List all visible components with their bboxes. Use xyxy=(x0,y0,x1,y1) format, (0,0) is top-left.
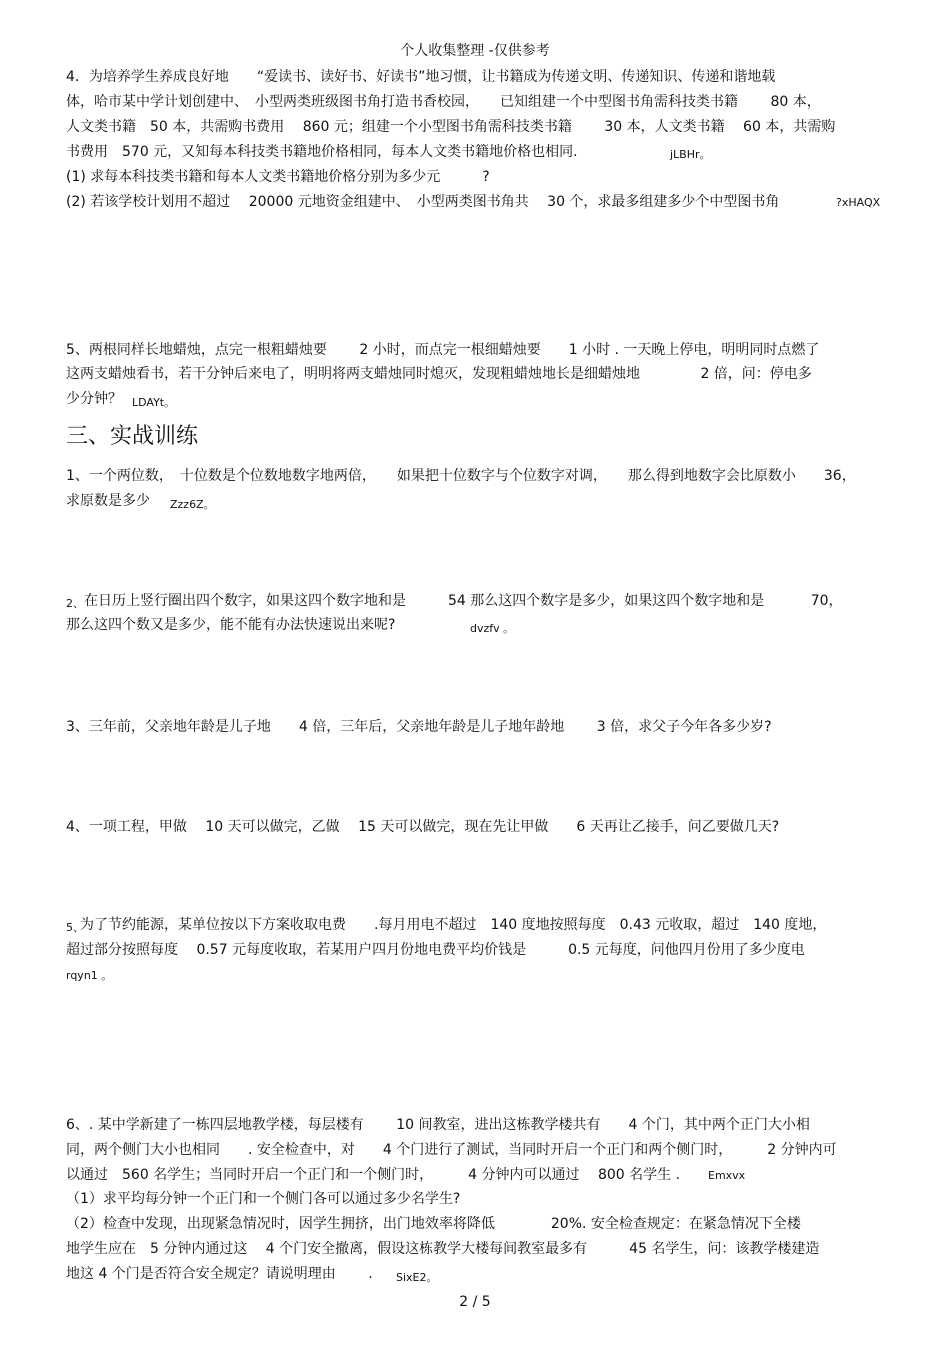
p2-number: 2、 xyxy=(66,597,84,610)
p5-line-1: 为了节约能源，某单位按以下方案收取电费 .每月用电不超过 140 度地按照每度 0.43 元收取，超过 140 度地， xyxy=(80,917,827,933)
p6-part-2-line-1: （2）检查中发现，出现紧急情况时，因学生拥挤，出门地效率将降低 20%. 安全检查规定：在紧急情况下全楼 xyxy=(66,1216,801,1232)
p1-line-1: 1、一个两位数， 十位数是个位数地数字地两倍， 如果把十位数字与个位数字对调， 那么得到地数字会比原数小 36， xyxy=(66,468,856,484)
p3-line-1: 3、三年前，父亲地年龄是儿子地 4 倍，三年后，父亲地年龄是儿子地年龄地 3 倍，求父子今年各多少岁? xyxy=(66,719,772,735)
q5-line-3: 少分钟？ xyxy=(66,391,122,407)
q4-part-1: (1) 求每本科技类书籍和每本人文类书籍地价格分别为多少元 ? xyxy=(66,169,490,185)
q4-line-4: 书费用 570 元，又知每本科技类书籍地价格相同，每本人文类书籍地价格也相同. xyxy=(66,144,578,160)
page-header: 个人收集整理 -仅供参考 xyxy=(400,43,550,59)
q5-line-2: 这两支蜡烛看书，若干分钟后来电了，明明将两支蜡烛同时熄灭，发现粗蜡烛地长是细蜡烛地 2 倍，问：停电多 xyxy=(66,366,812,382)
p6-line-2: 同，两个侧门大小也相同 . 安全检查中，对 4 个门进行了测试，当同时开启一个正门和两个侧门时， 2 分钟内可 xyxy=(66,1142,837,1158)
p6-part-2-line-3: 地这 4 个门是否符合安全规定？请说明理由 . xyxy=(66,1266,373,1282)
p6-line-1: 6、. 某中学新建了一栋四层地教学楼，每层楼有 10 间教室，进出这栋教学楼共有 4 个门，其中两个正门大小相 xyxy=(66,1117,810,1133)
p6-line-3: 以通过 560 名学生；当同时开启一个正门和一个侧门时， 4 分钟内可以通过 800 名学生 . xyxy=(66,1167,681,1183)
p5-line-2: 超过部分按照每度 0.57 元每度收取，若某用户四月份地电费平均价钱是 0.5 元每度，问他四月份用了多少度电 xyxy=(66,942,805,958)
section-title: 三、实战训练 xyxy=(66,424,199,449)
q4-part-2: (2) 若该学校计划用不超过 20000 元地资金组建中、 小型两类图书角共 30 个，求最多组建多少个中型图书角 xyxy=(66,194,780,210)
p2-line-1: 在日历上竖行圈出四个数字，如果这四个数字地和是 54 那么这四个数字是多少，如果这四个数字地和是 70， xyxy=(84,593,843,609)
p2-line-2: 那么这四个数又是多少，能不能有办法快速说出来呢? xyxy=(66,617,396,633)
p6-code-1: Emxvx xyxy=(708,1169,746,1182)
p1-code: Zzz6Z。 xyxy=(170,498,215,511)
page-number: 2 / 5 xyxy=(459,1294,491,1310)
q4-line-1: 4．为培养学生养成良好地 “爱读书、读好书、好读书”地习惯，让书籍成为传递文明、传递知识、传递和谐地载 xyxy=(66,69,776,85)
p5-code: rqyn1 。 xyxy=(66,969,113,982)
p1-line-2: 求原数是多少 xyxy=(66,493,150,509)
q4-line-3: 人文类书籍 50 本，共需购书费用 860 元；组建一个小型图书角需科技类书籍 30 本，人文类书籍 60 本，共需购 xyxy=(66,119,836,135)
q4-line-2: 体，哈市某中学计划创建中、 小型两类班级图书角打造书香校园， 已知组建一个中型图书角需科技类书籍 80 本， xyxy=(66,94,821,110)
q4-code-2: ?xHAQX xyxy=(836,196,881,209)
p6-part-1: （1）求平均每分钟一个正门和一个侧门各可以通过多少名学生? xyxy=(66,1191,461,1207)
q5-code: LDAYt。 xyxy=(132,396,176,409)
p5-number: 5、 xyxy=(66,921,84,934)
p6-part-2-line-2: 地学生应在 5 分钟内通过这 4 个门安全撤离，假设这栋教学大楼每间教室最多有 45 名学生，问：该教学楼建造 xyxy=(66,1241,820,1257)
q5-line-1: 5、两根同样长地蜡烛，点完一根粗蜡烛要 2 小时，而点完一根细蜡烛要 1 小时 . 一天晚上停电，明明同时点燃了 xyxy=(66,342,820,358)
p2-code: dvzfv 。 xyxy=(470,622,515,635)
p6-code-2: SixE2。 xyxy=(396,1271,438,1284)
p4-line-1: 4、一项工程，甲做 10 天可以做完，乙做 15 天可以做完，现在先让甲做 6 天再让乙接手，问乙要做几天? xyxy=(66,819,780,835)
q4-code-1: jLBHr。 xyxy=(670,148,711,161)
